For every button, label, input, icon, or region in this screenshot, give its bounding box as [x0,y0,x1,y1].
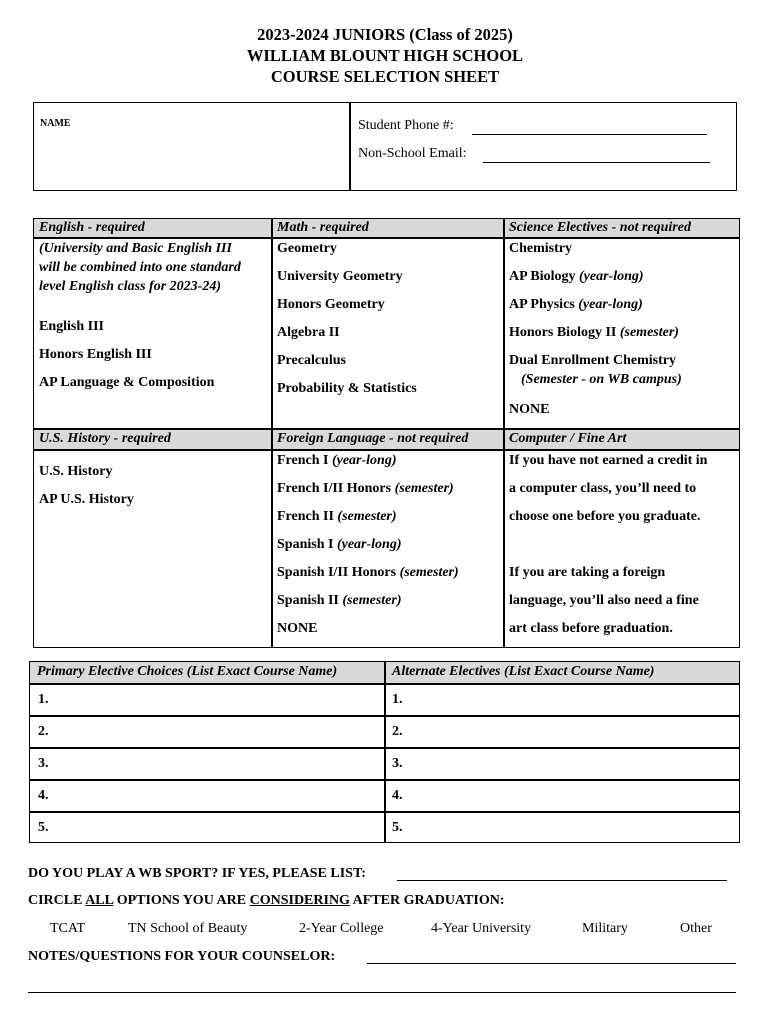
history-option[interactable]: AP U.S. History [39,492,134,507]
science-option-note: (year-long) [579,269,644,284]
student-info-divider [349,102,351,191]
history-heading: U.S. History - required [39,431,171,446]
circle-text: AFTER GRADUATION: [349,893,505,908]
science-option-note: (semester) [619,325,679,340]
circle-considering-emphasis: CONSIDERING [249,893,350,908]
foreign-language-option[interactable] [277,537,401,553]
foreign-language-option[interactable] [277,481,454,497]
grid-line [29,779,740,781]
header-title-line1: 2023-2024 JUNIORS (Class of 2025) [257,25,513,44]
computer-art-heading: Computer / Fine Art [509,431,627,446]
english-heading: English - required [39,220,145,235]
primary-elective-3[interactable]: 3. [38,756,49,771]
computer-art-text: If you are taking a foreign [509,565,666,580]
computer-art-text: a computer class, you’ll need to [509,481,697,496]
english-option[interactable]: AP Language & Composition [39,375,215,390]
science-option[interactable] [509,297,643,313]
primary-elective-1[interactable]: 1. [38,692,49,707]
math-option[interactable]: Honors Geometry [277,297,385,312]
english-option[interactable]: Honors English III [39,347,152,362]
science-option[interactable] [509,269,644,285]
foreign-language-option[interactable] [277,565,459,581]
science-option-name: Honors Biology II [509,325,617,340]
science-option-note: (year-long) [578,297,643,312]
math-option[interactable]: Geometry [277,241,337,256]
language-option-name: Spanish I/II Honors [277,565,397,580]
science-option-name: AP Biology [509,269,576,284]
circle-instruction [28,893,504,909]
computer-art-text: choose one before you graduate. [509,509,701,524]
computer-art-text: art class before graduation. [509,621,673,636]
math-option[interactable]: University Geometry [277,269,403,284]
computer-art-text: language, you’ll also need a fine [509,593,699,608]
option-2-year-college[interactable]: 2-Year College [299,921,384,936]
science-option-name: AP Physics [509,297,575,312]
language-option-name: French I [277,453,329,468]
science-option[interactable] [509,353,676,369]
language-option-name: French II [277,509,334,524]
name-label: NAME [40,118,71,129]
primary-electives-heading: Primary Elective Choices (List Exact Course Name) [37,664,338,679]
email-field[interactable] [483,162,710,163]
science-option-note: (Semester - on WB campus) [521,372,682,387]
name-field[interactable] [40,136,340,184]
science-heading: Science Electives - not required [509,220,691,235]
english-note-line: level English class for 2023-24) [39,279,221,294]
alternate-elective-3[interactable]: 3. [392,756,403,771]
science-option[interactable] [509,325,679,341]
primary-elective-4[interactable]: 4. [38,788,49,803]
grid-line [33,428,740,430]
computer-art-text: If you have not earned a credit in [509,453,708,468]
english-note-line: will be combined into one standard [39,260,241,275]
language-option-name: Spanish II [277,593,339,608]
history-option[interactable]: U.S. History [39,464,113,479]
alternate-electives-heading: Alternate Electives (List Exact Course Name) [392,664,655,679]
phone-field[interactable] [472,134,707,135]
science-option[interactable] [509,241,572,257]
language-option-note: (year-long) [331,453,397,468]
grid-line [29,747,740,749]
option-tcat[interactable]: TCAT [50,921,85,936]
option-other[interactable]: Other [680,921,712,936]
email-label: Non-School Email: [358,146,467,161]
language-option-note: (year-long) [336,537,402,552]
science-option-name: NONE [509,402,550,417]
grid-line [33,237,740,239]
grid-line [29,811,740,813]
language-option-name: French I/II Honors [277,481,392,496]
alternate-elective-5[interactable]: 5. [392,820,403,835]
math-heading: Math - required [277,220,369,235]
language-option-note: (semester) [394,481,454,496]
foreign-language-heading: Foreign Language - not required [277,431,469,446]
science-option-name: Dual Enrollment Chemistry [509,353,676,368]
language-option-note: (semester) [342,593,402,608]
option-tn-school-of-beauty[interactable]: TN School of Beauty [128,921,248,936]
math-option[interactable]: Probability & Statistics [277,381,417,396]
alternate-elective-1[interactable]: 1. [392,692,403,707]
grid-line [503,218,505,648]
foreign-language-option[interactable] [277,593,401,609]
science-option[interactable] [509,402,549,418]
grid-line [29,683,740,685]
english-option[interactable]: English III [39,319,104,334]
foreign-language-option[interactable] [277,621,317,637]
language-option-note: (semester) [399,565,459,580]
primary-elective-5[interactable]: 5. [38,820,49,835]
circle-text: CIRCLE [28,893,86,908]
alternate-elective-2[interactable]: 2. [392,724,403,739]
sport-question: DO YOU PLAY A WB SPORT? IF YES, PLEASE LIST: [28,866,366,881]
math-option[interactable]: Precalculus [277,353,346,368]
sport-field[interactable] [397,880,727,881]
circle-all-emphasis: ALL [85,893,114,908]
alternate-elective-4[interactable]: 4. [392,788,403,803]
header-sheet-title: COURSE SELECTION SHEET [270,67,500,86]
language-option-name: Spanish I [277,537,334,552]
notes-field-line-1[interactable] [367,963,736,964]
foreign-language-option[interactable] [277,453,397,469]
science-option-name: Chemistry [509,241,572,256]
foreign-language-option[interactable] [277,509,397,525]
primary-elective-2[interactable]: 2. [38,724,49,739]
math-option[interactable]: Algebra II [277,325,340,340]
grid-line [29,715,740,717]
notes-label: NOTES/QUESTIONS FOR YOUR COUNSELOR: [28,949,336,964]
grid-line [271,218,273,648]
phone-label: Student Phone #: [358,118,454,133]
grid-line [384,661,386,843]
notes-field-line-2[interactable] [28,992,736,993]
grid-line [33,449,740,451]
language-option-note: (semester) [337,509,397,524]
english-note-line: (University and Basic English III [39,241,232,256]
header-school-name: WILLIAM BLOUNT HIGH SCHOOL [246,46,524,65]
language-option-name: NONE [277,621,318,636]
option-military[interactable]: Military [582,921,628,936]
option-4-year-university[interactable]: 4-Year University [431,921,532,936]
circle-text: OPTIONS YOU ARE [113,893,250,908]
